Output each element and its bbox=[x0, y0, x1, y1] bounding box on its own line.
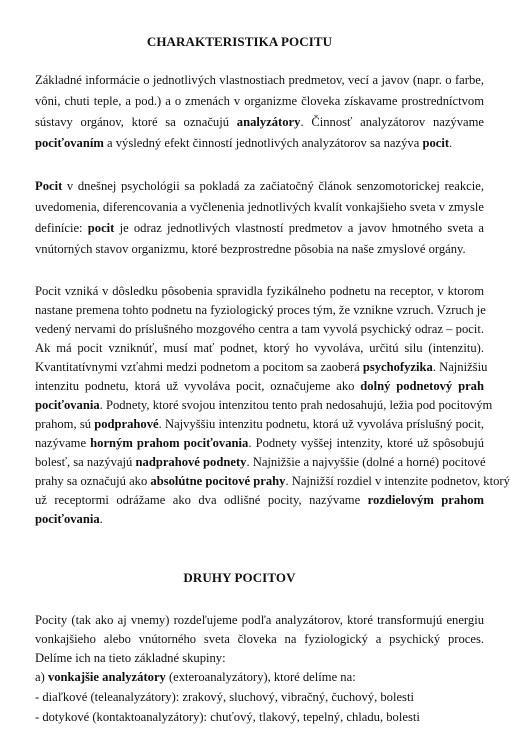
bold-term: pocit bbox=[422, 136, 450, 150]
text-line bbox=[35, 241, 484, 257]
bold-term: nadprahové podnety bbox=[135, 455, 247, 469]
bold-term: podprahové bbox=[94, 417, 159, 431]
text-line bbox=[35, 397, 493, 413]
bold-term: analyzátory bbox=[236, 115, 301, 129]
bold-term: Pocit bbox=[35, 179, 63, 193]
bold-term: absolútne pocitové prahy bbox=[150, 474, 286, 488]
text-run: . Podnety vyššej intenzity, ktoré už spôsobujú bbox=[248, 436, 484, 450]
bold-term: pocit bbox=[87, 221, 115, 235]
text-run: Pocit vzniká v dôsledku pôsobenia spravidla fyzikálneho podnetu na receptor, v ktorom bbox=[35, 284, 484, 298]
bold-term: rozdielovým prahom bbox=[367, 493, 484, 507]
list-item bbox=[35, 669, 484, 685]
text-line bbox=[35, 135, 484, 151]
text-run: a výsledný efekt činností jednotlivých analyzátorov sa nazýva bbox=[103, 136, 423, 150]
text-line bbox=[35, 321, 484, 337]
text-run: vnútorných stavov organizmu, ktoré bezprostredne pôsobia na naše zmyslové orgány. bbox=[35, 242, 466, 256]
document-title: CHARAKTERISTIKA POCITU bbox=[146, 34, 333, 49]
text-line bbox=[35, 359, 488, 375]
section-title: DRUHY POCITOV bbox=[183, 570, 296, 585]
text-run: už receptormi odrážame ako dva odlišné pocity, nazývame bbox=[35, 493, 368, 507]
text-line bbox=[35, 492, 484, 508]
text-run: sústavy orgánov, ktoré sa označujú bbox=[35, 115, 237, 129]
text-run: . Činnosť analyzátorov nazývame bbox=[300, 115, 485, 129]
text-line bbox=[35, 72, 484, 88]
text-run: je odraz jednotlivých vlastností predmetov a javov hmotného sveta a bbox=[114, 221, 484, 235]
text-run: vôni, chuti teple, a pod.) a o zmenách v organizme človeka získavame prostredníctvom bbox=[35, 94, 484, 108]
text-run: intenzitu podnetu, ktorá už vyvoláva pocit, označujeme ako bbox=[35, 379, 361, 393]
text-run: a) bbox=[35, 670, 48, 684]
text-run: . Najnižšiu bbox=[432, 360, 488, 374]
bold-term: pociťovaním bbox=[35, 136, 104, 150]
list-item bbox=[35, 689, 484, 705]
text-line bbox=[35, 650, 484, 666]
text-line bbox=[35, 199, 484, 215]
bold-term: vonkajšie analyzátory bbox=[47, 670, 166, 684]
text-run: Ak má pocit vzniknúť, musí mať podnet, ktorý ho vyvoláva, určitú silu (intenzitu). bbox=[35, 341, 484, 355]
text-line bbox=[35, 114, 484, 130]
text-line bbox=[35, 612, 484, 628]
text-run: . Najnižší rozdiel v intenzite podnetov, ktorý bbox=[285, 474, 510, 488]
text-run: bolesť, sa nazývajú bbox=[35, 455, 136, 469]
bold-term: pociťovania bbox=[35, 512, 100, 526]
text-run: - diaľkové (teleanalyzátory): zrakový, sluchový, vibračný, čuchový, bolesti bbox=[35, 690, 414, 704]
text-line bbox=[35, 340, 484, 356]
bold-term: horným prahom pociťovania bbox=[90, 436, 249, 450]
text-run: prahy sa označujú ako bbox=[35, 474, 151, 488]
text-run: (exteroanalyzátory), ktoré delíme na: bbox=[165, 670, 356, 684]
text-run: v dnešnej psychológii sa pokladá za začiatočný článok senzomotorickej reakcie, bbox=[62, 179, 484, 193]
text-run: Delíme ich na tieto základné skupiny: bbox=[35, 651, 226, 665]
text-line bbox=[35, 283, 484, 299]
text-line bbox=[35, 631, 484, 647]
text-run: Pocity (tak ako aj vnemy) rozdeľujeme podľa analyzátorov, ktoré transformujú energiu bbox=[35, 613, 484, 627]
text-run: . bbox=[449, 136, 453, 150]
bold-term: dolný podnetový prah bbox=[360, 379, 484, 393]
text-run: vonkajšieho alebo vnútorného sveta človeka na fyziologický a psychický proces. bbox=[35, 632, 484, 646]
text-run: nastane premena tohto podnetu na fyziologický proces tým, že vznikne vzruch. Vzruch je bbox=[35, 303, 486, 317]
text-run: Základné informácie o jednotlivých vlastnostiach predmetov, vecí a javov (napr. o farbe, bbox=[35, 73, 484, 87]
text-run: vedený nervami do príslušného mozgového centra a tam vyvolá psychický odraz – pocit. bbox=[35, 322, 484, 336]
text-line bbox=[35, 511, 484, 527]
text-line bbox=[35, 378, 484, 394]
text-run: prahom, sú bbox=[35, 417, 95, 431]
bold-term: pociťovania bbox=[35, 398, 100, 412]
text-line bbox=[35, 220, 484, 236]
text-run: - dotykové (kontaktoanalyzátory): chuťový, tlakový, tepelný, chladu, bolesti bbox=[35, 710, 420, 724]
text-run: . Najnižšie a najvyššie (dolné a horné) pocitové bbox=[246, 455, 486, 469]
text-run: . Najvyššiu intenzitu podnetu, ktorá už vyvoláva príslušný pocit, bbox=[158, 417, 484, 431]
text-run: nazývame bbox=[35, 436, 91, 450]
text-line bbox=[35, 435, 484, 451]
text-line bbox=[35, 93, 484, 109]
list-item bbox=[35, 709, 484, 725]
bold-term: psychofyzika bbox=[362, 360, 433, 374]
text-run: definície: bbox=[35, 221, 88, 235]
text-line bbox=[35, 416, 484, 432]
text-line bbox=[35, 178, 484, 194]
text-run: Kvantitatívnymi vzťahmi medzi podnetom a pocitom sa zaoberá bbox=[35, 360, 363, 374]
text-line bbox=[35, 473, 510, 489]
text-line bbox=[35, 454, 484, 470]
text-run: . bbox=[99, 512, 103, 526]
text-run: uvedomenia, diferencovania a vyčlenenia jednotlivých kvalít vonkajšieho sveta v zmysle bbox=[35, 200, 484, 214]
text-line bbox=[35, 302, 484, 318]
text-run: . Podnety, ktoré svojou intenzitou tento prah nedosahujú, ležia pod pocitovým bbox=[99, 398, 493, 412]
